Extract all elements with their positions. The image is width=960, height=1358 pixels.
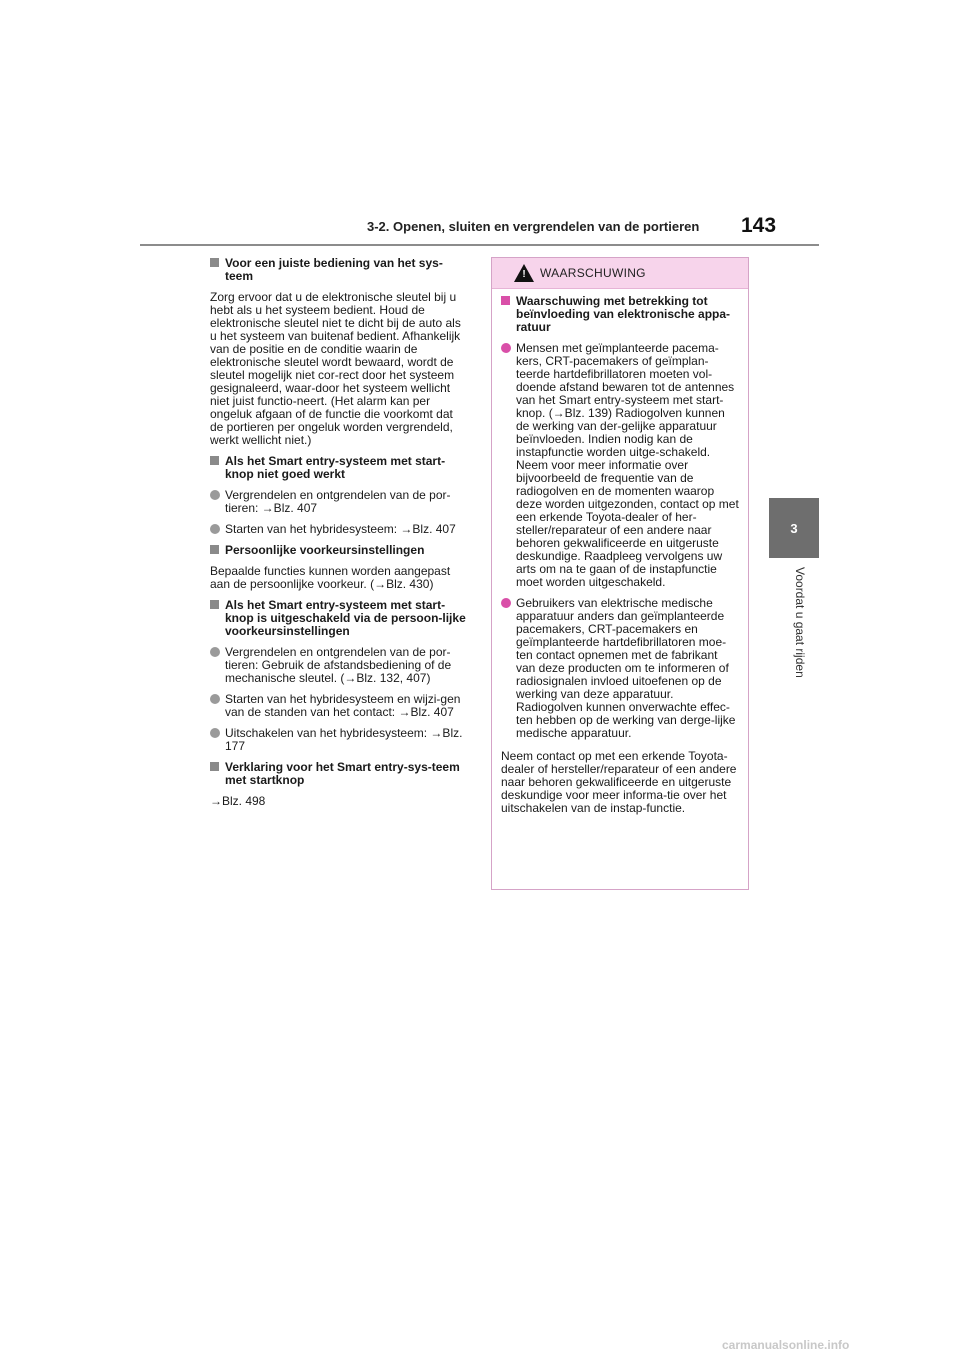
section-heading: Als het Smart entry-systeem met start-knop is uitgeschakeld via de persoon-lijke voorkeursinstellingen <box>210 599 466 638</box>
watermark: carmanualsonline.info <box>722 1338 850 1352</box>
circle-bullet-icon <box>210 490 220 500</box>
circle-bullet-icon <box>210 694 220 704</box>
square-bullet-icon <box>210 258 219 267</box>
warning-box <box>491 257 749 890</box>
warning-body <box>492 289 748 815</box>
list-item: Mensen met geïmplanteerde pacema-kers, CRT-pacemakers of geïmplan-teerde hartdefibrillatoren moeten vol-doende afstand bewaren tot de antennes van het Smart entry-systeem met start-knop. (→Blz. 139) Radiogolven kunnen de werking van der-gelijke apparatuur beïnvloeden. Indien nodig kan de instapfunctie worden uitge-schakeld. Neem voor meer informatie over bijvoorbeeld de frequentie van de radiogolven en de momenten waarop deze worden uitgezonden, contact op met een erkende Toyota-dealer of her-steller/reparateur of een andere naar behoren gekwalificeerde en uitgeruste deskundige. Raadpleeg vervolgens uw arts om na te gaan of de instapfunctie moet worden uitgeschakeld. <box>501 342 740 589</box>
square-bullet-icon <box>210 762 219 771</box>
page-number: 143 <box>741 214 777 237</box>
circle-bullet-icon <box>210 728 220 738</box>
circle-bullet-icon <box>501 343 511 353</box>
exclamation-icon: ! <box>522 269 526 280</box>
warning-closing: Neem contact op met een erkende Toyota-dealer of hersteller/reparateur of een andere naar behoren gekwalificeerde en uitgeruste deskundige voor meer informa-tie over het uitschakelen van de instap-functie. <box>501 749 737 815</box>
chapter-label: Voordat u gaat rijden <box>793 567 807 678</box>
list-item: Starten van het hybridesysteem: →Blz. 407 <box>210 523 466 536</box>
list-item: Vergrendelen en ontgrendelen van de por-tieren: →Blz. 407 <box>210 489 466 515</box>
list-item: Uitschakelen van het hybridesysteem: →Blz. 177 <box>210 727 466 753</box>
list-item: Starten van het hybridesysteem en wijzi-gen van de standen van het contact: →Blz. 407 <box>210 693 466 719</box>
page-reference: →Blz. 498 <box>210 794 266 808</box>
warning-title: WAARSCHUWING <box>540 266 646 280</box>
warning-header <box>492 258 748 289</box>
section-heading: Voor een juiste bediening van het sys-teem <box>210 257 466 283</box>
square-bullet-icon <box>501 296 510 305</box>
list-item: Gebruikers van elektrische medische apparatuur anders dan geïmplanteerde pacemakers, CRT-pacemakers en geïmplanteerde hartdefibrillatoren moe-ten contact opnemen met de fabrikant van deze producten om te informeren of radiosignalen invloed uitoefenen op de werking van deze apparatuur. Radiogolven kunnen onverwachte effec-ten hebben op de werking van derge-lijke medische apparatuur. <box>501 597 740 740</box>
section-heading: Verklaring voor het Smart entry-sys-teem met startknop <box>210 761 466 787</box>
chapter-number: 3 <box>790 520 798 536</box>
section-heading: Persoonlijke voorkeursinstellingen <box>210 544 466 557</box>
section-title: 3-2. Openen, sluiten en vergrendelen van de portieren <box>367 219 700 234</box>
circle-bullet-icon <box>210 524 220 534</box>
body-paragraph: Zorg ervoor dat u de elektronische sleutel bij u hebt als u het systeem bedient. Houd de elektronische sleutel niet te dicht bij de auto als u het systeem van buitenaf bedient. Afhankelijk van de positie en de conditie waarin de elektronische sleutel wordt bewaard, wordt de sleutel mogelijk niet cor-rect door het systeem gesignaleerd, waar-door het systeem wellicht niet juist functio-neert. (Het alarm kan per ongeluk afgaan of de functie die voorkomt dat de portieren per ongeluk worden vergrendeld, werkt wellicht niet.) <box>210 290 461 447</box>
chapter-tab <box>769 498 819 558</box>
circle-bullet-icon <box>210 647 220 657</box>
body-paragraph: Bepaalde functies kunnen worden aangepast aan de persoonlijke voorkeur. (→Blz. 430) <box>210 564 451 591</box>
square-bullet-icon <box>210 600 219 609</box>
circle-bullet-icon <box>501 598 511 608</box>
square-bullet-icon <box>210 456 219 465</box>
square-bullet-icon <box>210 545 219 554</box>
section-heading: Als het Smart entry-systeem met start-knop niet goed werkt <box>210 455 466 481</box>
header-divider <box>140 244 819 246</box>
list-item: Vergrendelen en ontgrendelen van de por-tieren: Gebruik de afstandsbediening of de mechanische sleutel. (→Blz. 132, 407) <box>210 646 466 685</box>
warning-heading: Waarschuwing met betrekking tot beïnvloeding van elektronische appa-ratuur <box>501 295 740 334</box>
left-column <box>210 257 466 816</box>
